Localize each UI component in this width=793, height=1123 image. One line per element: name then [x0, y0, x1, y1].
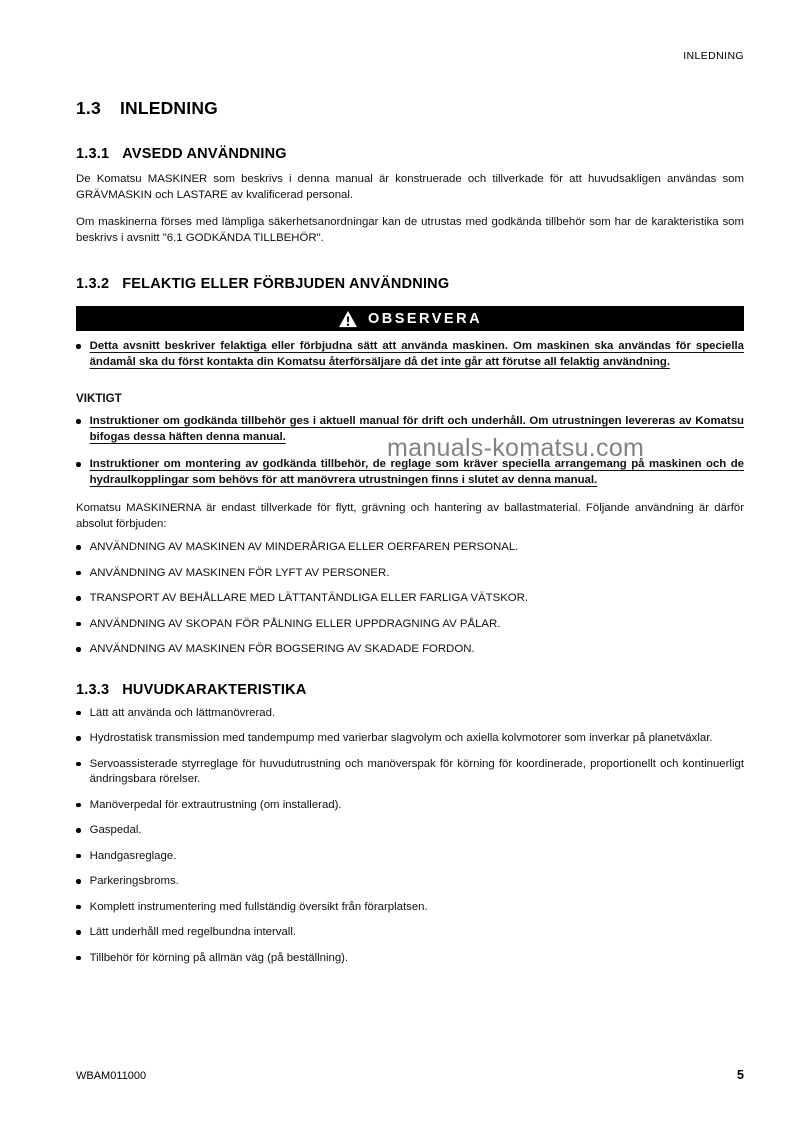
list-item-text: Parkeringsbroms.: [89, 875, 179, 887]
section-number: 1.3.2: [76, 276, 110, 292]
list-item-text: ANVÄNDNING AV MASKINEN FÖR BOGSERING AV SKADADE FORDON.: [89, 643, 475, 655]
bullet-icon: [76, 762, 81, 767]
list-item-text: Servoassisterade styrreglage för huvudutrustning och manöverspak för körning för koordinerade, proportionellt och kontinuerligt ändringsbara rörelser.: [89, 757, 744, 785]
list-item-text: Komplett instrumentering med fullständig översikt från förarplatsen.: [89, 900, 428, 913]
list-item: [76, 617, 744, 633]
bullet-icon: [76, 854, 81, 859]
list-item: [76, 874, 744, 890]
list-item: [76, 540, 744, 556]
list-item-text: Hydrostatisk transmission med tandempump med varierbar slagvolym och axiella kolvmotorer som inverkar på planetväxlar.: [89, 732, 713, 744]
section-heading-felaktig: [76, 276, 744, 292]
section-heading-avsedd: [76, 146, 744, 162]
viktigt-label: VIKTIGT: [76, 392, 122, 405]
section-label: HUVUDKARAKTERISTIKA: [122, 681, 307, 698]
list-item: [76, 900, 744, 916]
warning-bullet-list: [76, 339, 744, 370]
bullet-icon: [76, 930, 81, 935]
bullet-icon: [76, 571, 81, 576]
features-list: [76, 706, 744, 967]
forbidden-uses-list: [76, 540, 744, 658]
section-number: 1.3.1: [76, 146, 110, 162]
page-title-number: 1.3: [76, 98, 101, 118]
list-item-text: Instruktioner om godkända tillbehör ges i aktuell manual för drift och underhåll. Om utrustningen levereras av Komatsu bifogas dessa häften denna manual.: [89, 415, 744, 443]
list-item-text: Tillbehör för körning på allmän väg (på beställning).: [89, 951, 349, 964]
section-number: 1.3.3: [76, 681, 110, 698]
bullet-icon: [76, 828, 81, 833]
section-label: FELAKTIG ELLER FÖRBJUDEN ANVÄNDNING: [122, 276, 450, 292]
list-item-text: TRANSPORT AV BEHÅLLARE MED LÄTTANTÄNDLIGA ELLER FARLIGA VÄTSKOR.: [89, 592, 529, 604]
list-item: [76, 925, 744, 941]
bullet-icon: [76, 905, 81, 910]
bullet-icon: [76, 596, 81, 601]
list-item-text: Handgasreglage.: [89, 849, 177, 862]
list-item-text: Gaspedal.: [89, 824, 142, 836]
bullet-icon: [76, 736, 81, 741]
list-item: [76, 642, 744, 658]
bullet-icon: [76, 622, 81, 627]
section-label: AVSEDD ANVÄNDNING: [122, 146, 287, 162]
list-item-text: Lätt att använda och lättmanövrerad.: [89, 706, 276, 719]
warning-triangle-icon: [338, 310, 358, 328]
list-item: [76, 339, 744, 370]
bullet-icon: [76, 344, 81, 349]
warning-text: Detta avsnitt beskriver felaktiga eller förbjudna sätt att använda maskinen. Om maskinen ska användas för speciella ändamål ska du först kontakta din Komatsu återförsäljare då det inte går att förutse all felaktig användning.: [89, 340, 744, 368]
bullet-icon: [76, 419, 81, 424]
paragraph: De Komatsu MASKINER som beskrivs i denna manual är konstruerade och tillverkade för att huvudsakligen användas som GRÄVMASKIN och LASTARE av kvalificerad personal.: [76, 173, 744, 201]
page-footer: [76, 1068, 744, 1082]
warning-banner-label: OBSERVERA: [367, 310, 483, 327]
bullet-icon: [76, 879, 81, 884]
page-content: [76, 0, 744, 966]
section-heading-huvud: [76, 682, 744, 698]
list-item: [76, 798, 744, 814]
list-item: [76, 706, 744, 722]
paragraph: Om maskinerna förses med lämpliga säkerhetsanordningar kan de utrustas med godkända tillbehör som har de karakteristika som beskrivs i avsnitt "6.1 GODKÄNDA TILLBEHÖR".: [76, 216, 744, 244]
list-item: [76, 823, 744, 839]
list-item: [76, 731, 744, 747]
list-item: [76, 591, 744, 607]
list-item-text: ANVÄNDNING AV SKOPAN FÖR PÅLNING ELLER UPPDRAGNING AV PÅLAR.: [89, 617, 501, 630]
page-title: [76, 98, 744, 119]
list-item-text: ANVÄNDNING AV MASKINEN FÖR LYFT AV PERSONER.: [89, 566, 390, 579]
list-item-text: Lätt underhåll med regelbundna intervall.: [89, 926, 297, 938]
page-title-label: INLEDNING: [119, 98, 218, 118]
list-item: [76, 566, 744, 582]
bullet-icon: [76, 711, 81, 716]
list-item: [76, 951, 744, 967]
page-number: 5: [737, 1068, 744, 1082]
list-item: [76, 849, 744, 865]
list-item-text: Manöverpedal för extrautrustning (om installerad).: [89, 798, 342, 811]
bullet-icon: [76, 545, 81, 550]
bullet-icon: [76, 956, 81, 961]
document-code: WBAM011000: [76, 1070, 147, 1082]
bullet-icon: [76, 647, 81, 652]
list-item-text: Instruktioner om montering av godkända tillbehör, de reglage som kräver speciella arrangemang på maskinen och de hydraulkopplingar som behövs för att manövrera utrustningen finns i slutet av denna manual.: [89, 458, 744, 486]
warning-banner: [76, 306, 744, 331]
running-header: INLEDNING: [683, 50, 744, 62]
watermark: manuals-komatsu.com: [387, 434, 645, 462]
list-item-text: ANVÄNDNING AV MASKINEN AV MINDERÅRIGA ELLER OERFAREN PERSONAL.: [89, 541, 519, 553]
paragraph: Komatsu MASKINERNA är endast tillverkade för flytt, grävning och hantering av ballastmaterial. Följande användning är därför absolut förbjuden:: [76, 502, 744, 530]
bullet-icon: [76, 803, 81, 808]
bullet-icon: [76, 462, 81, 467]
list-item: [76, 757, 744, 788]
